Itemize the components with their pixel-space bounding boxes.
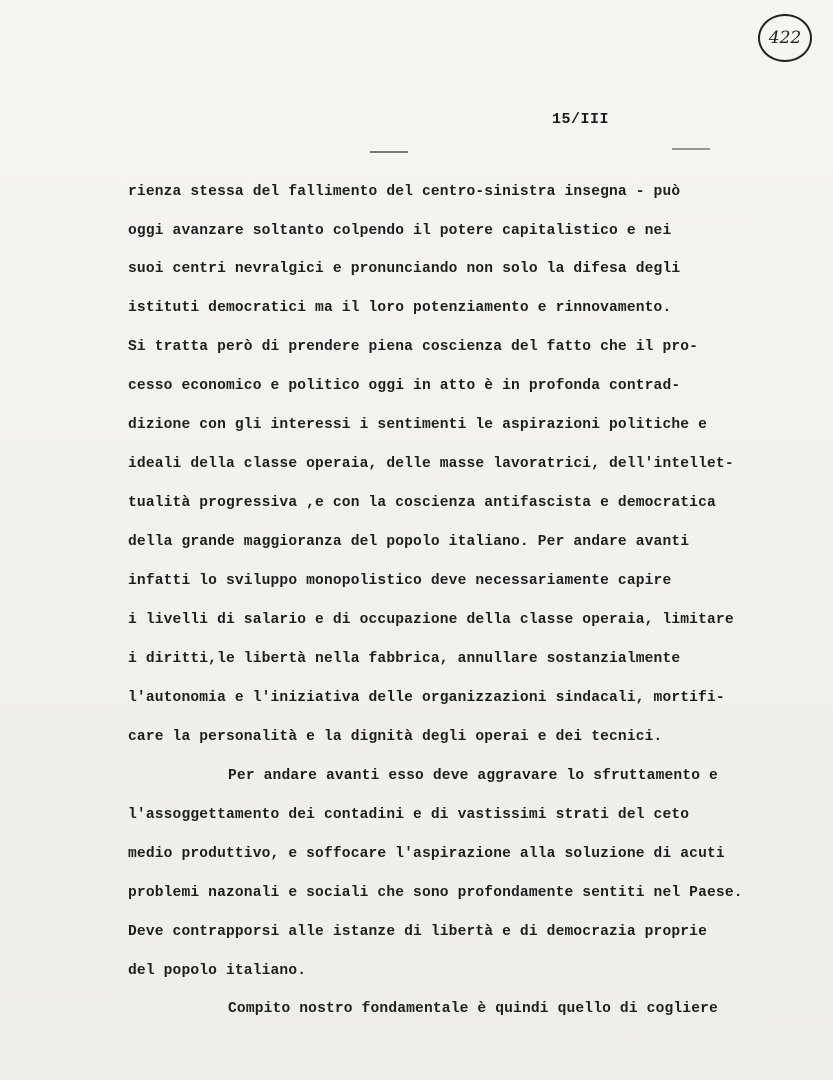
text-line: l'assoggettamento dei contadini e di vastissimi strati del ceto [128, 807, 690, 823]
text-line: care la personalità e la dignità degli operai e dei tecnici. [128, 729, 663, 745]
text-line: oggi avanzare soltanto colpendo il potere capitalistico e nei [128, 223, 672, 239]
text-line: Compito nostro fondamentale è quindi quello di cogliere [228, 1001, 718, 1017]
text-line: tualità progressiva ,e con la coscienza antifascista e democratica [128, 495, 716, 511]
text-line: istituti democratici ma il loro potenziamento e rinnovamento. [128, 300, 672, 316]
archive-stamp: 422 [758, 14, 812, 62]
text-line: ideali della classe operaia, delle masse lavoratrici, dell'intellet- [128, 456, 734, 472]
text-line: della grande maggioranza del popolo italiano. Per andare avanti [128, 534, 690, 550]
text-line: suoi centri nevralgici e pronunciando non solo la difesa degli [128, 261, 681, 277]
text-line: dizione con gli interessi i sentimenti le aspirazioni politiche e [128, 417, 707, 433]
text-line: del popolo italiano. [128, 963, 307, 979]
text-line: cesso economico e politico oggi in atto è in profonda contrad- [128, 378, 681, 394]
header-dash-right [672, 148, 710, 150]
text-line: problemi nazonali e sociali che sono profondamente sentiti nel Paese. [128, 885, 743, 901]
text-line: i diritti,le libertà nella fabbrica, annullare sostanzialmente [128, 651, 681, 667]
page-number: 15/III [552, 111, 610, 128]
text-line: l'autonomia e l'iniziativa delle organizzazioni sindacali, mortifi- [128, 690, 725, 706]
header-dash-left [370, 151, 408, 153]
text-line: medio produttivo, e soffocare l'aspirazione alla soluzione di acuti [128, 846, 725, 862]
text-line: rienza stessa del fallimento del centro-sinistra insegna - può [128, 184, 681, 200]
text-line: i livelli di salario e di occupazione della classe operaia, limitare [128, 612, 734, 628]
text-line: infatti lo sviluppo monopolistico deve necessariamente capire [128, 573, 672, 589]
text-line: Si tratta però di prendere piena coscienza del fatto che il pro- [128, 339, 699, 355]
text-line: Per andare avanti esso deve aggravare lo sfruttamento e [228, 768, 718, 784]
text-line: Deve contrapporsi alle istanze di libertà e di democrazia proprie [128, 924, 707, 940]
